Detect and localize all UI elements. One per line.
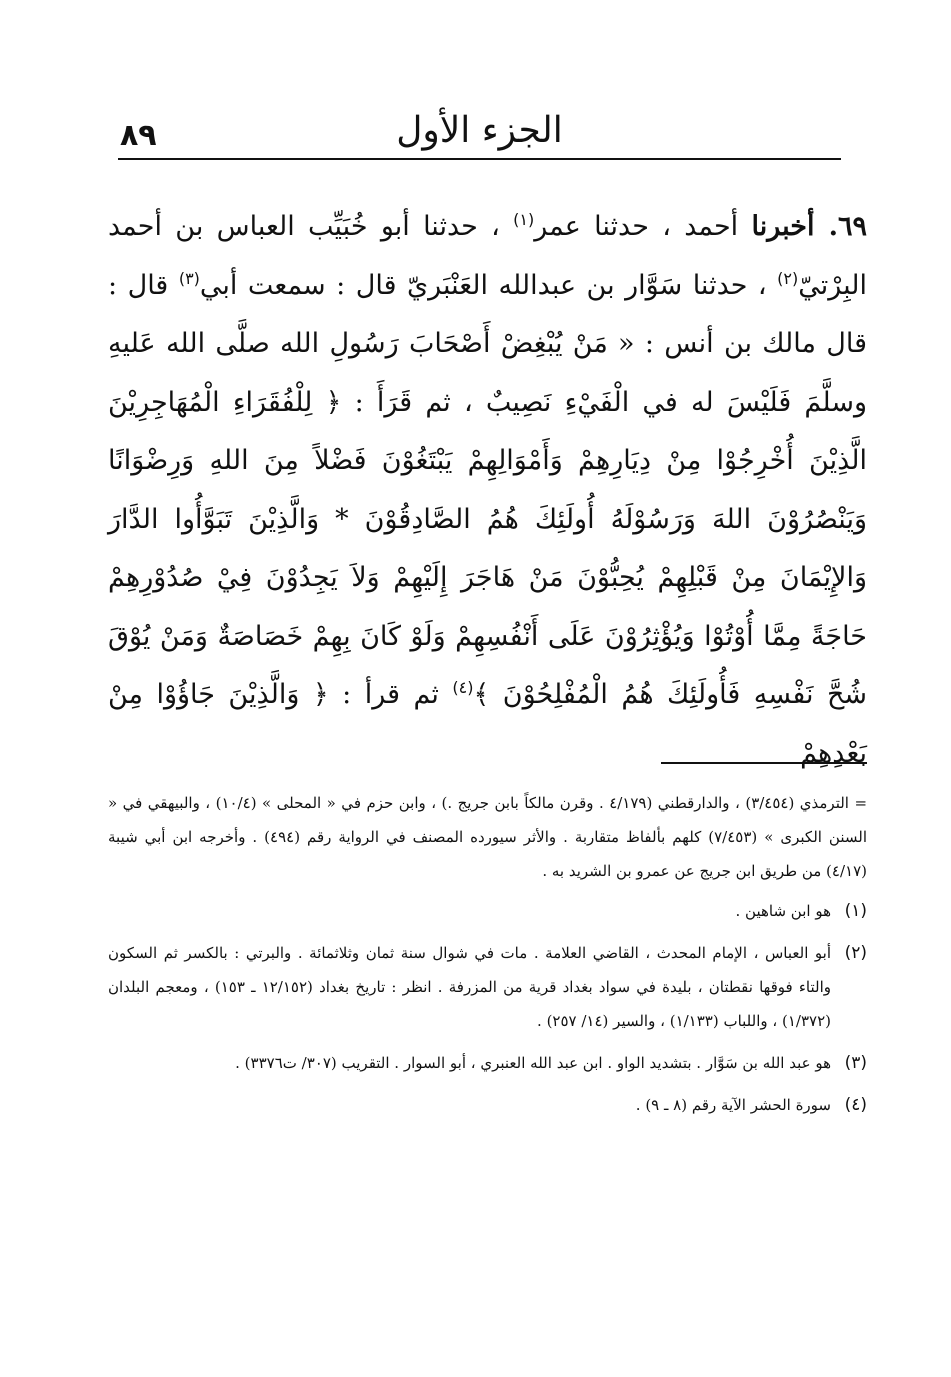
main-text — [108, 198, 867, 783]
footnote-text: هو ابن شاهين . — [735, 902, 831, 920]
footnote-text: أبو العباس ، الإمام المحدث ، القاضي العلامة . مات في شوال سنة ثمان وثلاثمائة . والبرتي : بالكسر ثم السكون والتاء فوقها نقطتان ، بليدة في سواد بغداد قرية من المزرفة . انظر : تاريخ بغداد (١٢/١٥٢ ـ ١٥٣) ، ومعجم البلدان (١/٣٧٢) ، واللباب (١/١٣٣) ، والسير (١٤/ ٢٥٧) . — [108, 944, 831, 1030]
text-segment: ثم قرأ : ﴿ وَالَّذِيْنَ جَاؤُوْا مِنْ بَعْدِهِمْ — [108, 679, 867, 769]
footnote-number: (١) — [844, 901, 867, 921]
text-segment: قال : قال مالك بن أنس : « مَنْ يُبْغِضْ أَصْحَابَ رَسُولِ الله صلَّى الله عَليهِ وسلَّمَ فَلَيْسَ له في الْفَيْءِ نَصِيبٌ ، ثم قَرَأَ : ﴿ لِلْفُقَرَاءِ الْمُهَاجِرِيْنَ الَّذِيْنَ أُخْرِجُوْا مِنْ دِيَارِهِمْ وَأَمْوَالِهِمْ يَبْتَغُوْنَ فَضْلاً مِنَ اللهِ وَرِضْوَانًا وَيَنْصُرُوْنَ اللهَ وَرَسُوْلَهُ أُولَئِكَ هُمُ الصَّادِقُوْنَ * وَالَّذِيْنَ تَبَوَّأُوا الدَّارَ وَالإِيْمَانَ مِنْ قَبْلِهِمْ يُحِبُّوْنَ مَنْ هَاجَرَ إِلَيْهِمْ وَلاَ يَجِدُوْنَ فِيْ صُدُوْرِهِمْ حَاجَةً مِمَّا أُوْتُوْا وَيُؤْثِرُوْنَ عَلَى أَنْفُسِهِمْ وَلَوْ كَانَ بِهِمْ خَصَاصَةٌ وَمَنْ يُوْقَ شُحَّ نَفْسِهِ فَأُولَئِكَ هُمُ الْمُفْلِحُوْنَ ﴾ — [108, 269, 867, 710]
narration-number: ٦٩. أخبرنا — [751, 211, 867, 242]
text-segment: ، حدثنا أبو خُبَيِّب العباس بن أحمد البِرْتيّ — [108, 211, 868, 301]
running-head: الجزء الأول — [396, 110, 563, 151]
footnote-ref-1[interactable]: (١) — [513, 210, 535, 229]
footnote-number: (٤) — [844, 1095, 867, 1115]
page-number: ٨٩ — [120, 118, 157, 153]
footnote-continuation: = الترمذي (٣/٤٥٤) ، والدارقطني (٤/١٧٩ . وقرن مالكاً بابن جريج .) ، وابن حزم في « المحلى » (١٠/٤) ، والبيهقي في « السنن الكبرى » (٧/٤٥٣) كلهم بألفاظ متقاربة . والأثر سيورده المصنف في الرواية رقم (٤٩٤) . وأخرجه ابن أبي شيبة (٤/١٧) من طريق ابن جريج عن عمرو بن الشريد به . — [108, 794, 868, 880]
footnote-number: (٢) — [844, 943, 867, 963]
footnote-1 — [108, 894, 867, 928]
footnote-number: (٣) — [844, 1053, 867, 1073]
footnote-2 — [108, 936, 867, 1038]
footnote-ref-4[interactable]: (٤) — [452, 678, 474, 697]
footnote-4 — [108, 1088, 867, 1122]
footnote-text: هو عبد الله بن سَوَّار . بتشديد الواو . ابن عبد الله العنبري ، أبو السوار . التقريب (٣٠٧/ ت٣٣٧٦) . — [235, 1054, 831, 1072]
footnote-ref-3[interactable]: (٣) — [178, 268, 200, 288]
footnote-ref-2[interactable]: (٢) — [777, 268, 799, 288]
footnote-separator — [661, 762, 867, 764]
footnotes — [108, 786, 867, 1130]
page-header — [118, 100, 841, 160]
footnote-3 — [108, 1046, 867, 1080]
footnote-text: سورة الحشر الآية رقم (٨ ـ ٩) . — [635, 1096, 831, 1114]
header-rule — [118, 158, 841, 160]
text-segment: أحمد ، حدثنا عمر — [534, 211, 752, 242]
text-segment: ، حدثنا سَوَّار بن عبدالله العَنْبَريّ قال : سمعت أبي — [199, 269, 778, 301]
